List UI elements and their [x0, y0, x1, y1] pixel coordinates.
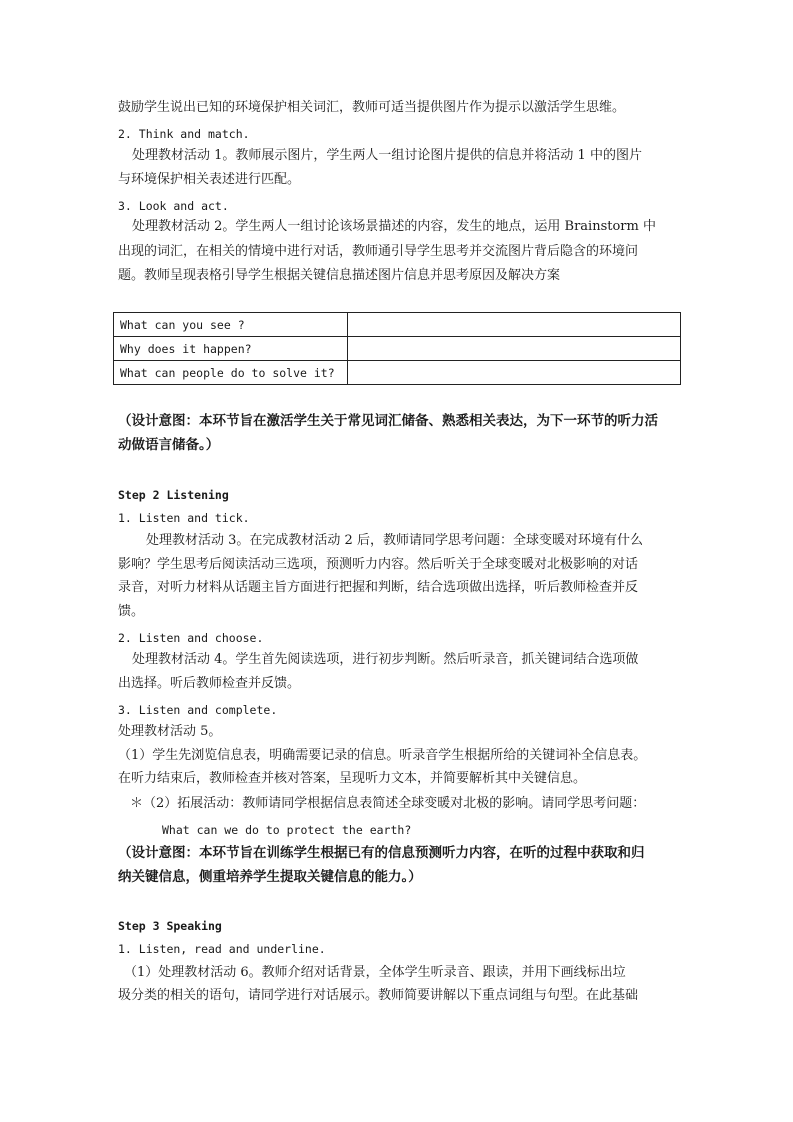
paragraph-line: 出现的词汇，在相关的情境中进行对话，教师通引导学生思考并交流图片背后隐含的环境问 — [118, 244, 639, 259]
table-row — [114, 313, 681, 337]
table-cell-question: What can you see ? — [114, 313, 348, 337]
step-heading-listening: Step 2 Listening — [118, 488, 229, 502]
table-row — [114, 337, 681, 361]
paragraph-line: 题。教师呈现表格引导学生根据关键信息描述图片信息并思考原因及解决方案 — [118, 268, 561, 283]
paragraph-line: 出选择。听后教师检查并反馈。 — [118, 676, 301, 691]
paragraph-line: 处理教材活动 4。学生首先阅读选项，进行初步判断。然后听录音，抓关键词结合选项做 — [132, 652, 639, 667]
paragraph-line: 处理教材活动 1。教师展示图片，学生两人一组讨论图片提供的信息并将活动 1 中的图片 — [132, 148, 642, 163]
table-cell-answer — [348, 337, 681, 361]
worksheet-table — [113, 312, 681, 385]
paragraph-line: 与环境保护相关表述进行匹配。 — [118, 172, 301, 187]
paragraph-line: 影响？学生思考后阅读活动三选项，预测听力内容。然后听关于全球变暖对北极影响的对话 — [118, 557, 639, 572]
paragraph-line: ＊（2）拓展活动：教师请同学根据信息表简述全球变暖对北极的影响。请同学思考问题： — [130, 796, 646, 811]
paragraph-line: 在听力结束后，教师检查并核对答案，呈现听力文本，并简要解析其中关键信息。 — [118, 771, 587, 786]
subheading-listen-read-underline: 1. Listen, read and underline. — [118, 942, 326, 956]
design-intent-note: 动做语言储备。） — [118, 437, 220, 453]
paragraph-line: 处理教材活动 3。在完成教材活动 2 后，教师请同学思考问题：全球变暖对环境有什么 — [146, 533, 643, 548]
step-heading-speaking: Step 3 Speaking — [118, 919, 222, 933]
table-cell-question: What can people do to solve it? — [114, 361, 348, 385]
paragraph-line: 录音，对听力材料从话题主旨方面进行把握和判断，结合选项做出选择，听后教师检查并反 — [118, 580, 639, 595]
design-intent-note: 纳关键信息，侧重培养学生提取关键信息的能力。） — [118, 869, 422, 885]
paragraph-line: （1）学生先浏览信息表，明确需要记录的信息。听录音学生根据所给的关键词补全信息表。 — [118, 748, 647, 763]
table-cell-answer — [348, 313, 681, 337]
paragraph-line: 圾分类的相关的语句，请同学进行对话展示。教师简要讲解以下重点词组与句型。在此基础 — [118, 988, 639, 1003]
subheading-look-and-act: 3. Look and act. — [118, 199, 229, 213]
paragraph-line: 鼓励学生说出已知的环境保护相关词汇，教师可适当提供图片作为提示以激活学生思维。 — [118, 100, 626, 115]
subheading-listen-and-complete: 3. Listen and complete. — [118, 703, 278, 717]
table-cell-answer — [348, 361, 681, 385]
paragraph-line: 处理教材活动 5。 — [118, 724, 222, 739]
design-intent-note: （设计意图：本环节旨在激活学生关于常见词汇储备、熟悉相关表达，为下一环节的听力活 — [118, 413, 658, 429]
table-row — [114, 361, 681, 385]
subheading-listen-and-choose: 2. Listen and choose. — [118, 631, 264, 645]
paragraph-line: What can we do to protect the earth? — [162, 823, 412, 837]
design-intent-note: （设计意图：本环节旨在训练学生根据已有的信息预测听力内容，在听的过程中获取和归 — [118, 845, 645, 861]
table-cell-question: Why does it happen? — [114, 337, 348, 361]
subheading-think-and-match: 2. Think and match. — [118, 127, 250, 141]
subheading-listen-and-tick: 1. Listen and tick. — [118, 511, 250, 525]
paragraph-line: 馈。 — [118, 604, 145, 619]
paragraph-line: 处理教材活动 2。学生两人一组讨论该场景描述的内容，发生的地点，运用 Brainstorm 中 — [132, 219, 656, 234]
paragraph-line: （1）处理教材活动 6。教师介绍对话背景，全体学生听录音、跟读，并用下画线标出垃 — [124, 965, 626, 980]
